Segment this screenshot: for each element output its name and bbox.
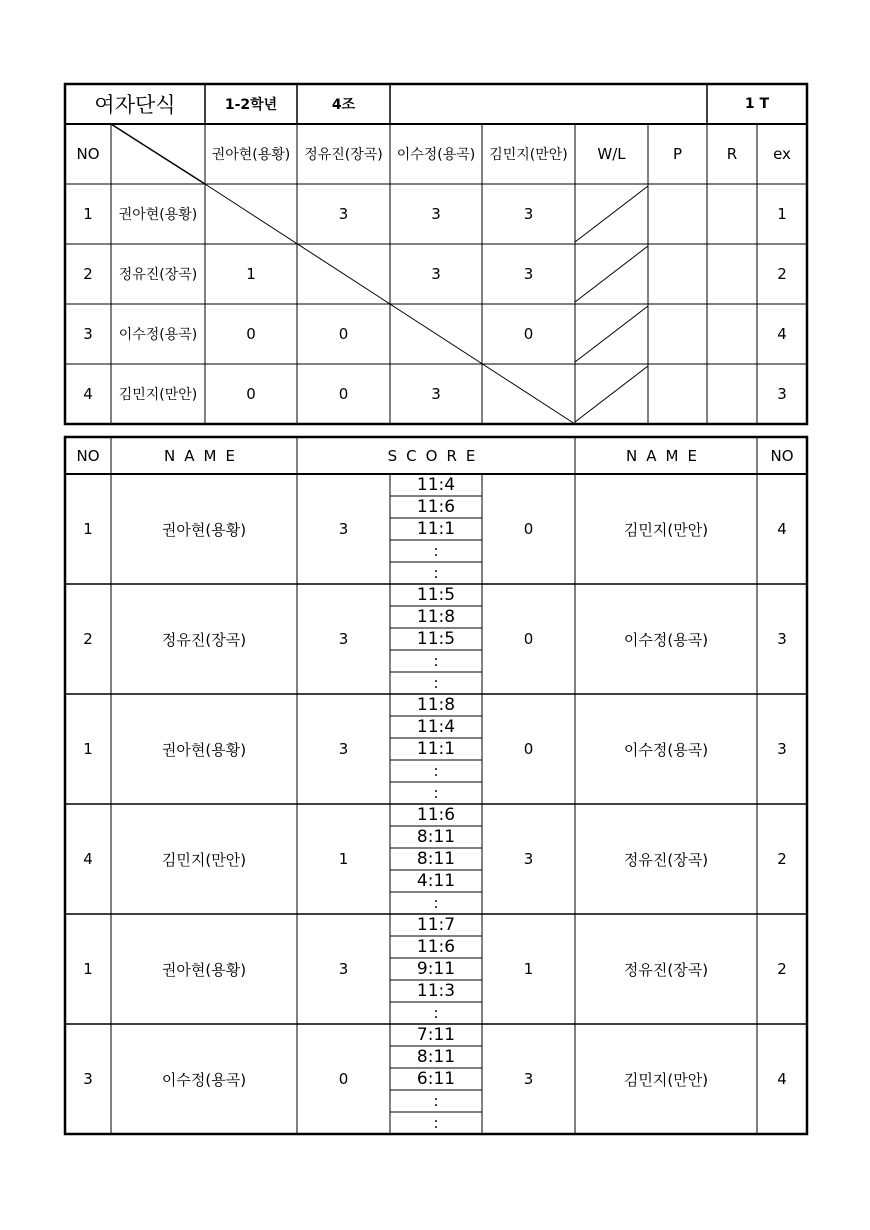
match-left-no: 3 (83, 1070, 93, 1088)
match-left-no: 1 (83, 960, 93, 978)
game-score-empty: : (433, 783, 439, 802)
game-score: 11:6 (416, 497, 456, 517)
game-score: 11:5 (416, 629, 456, 649)
rr-row-no: 1 (83, 205, 93, 223)
rr-score-cell (482, 364, 575, 424)
rr-points (648, 304, 707, 364)
match-left-name: 정유진(장곡) (161, 630, 247, 649)
match-col-name-left: NAME (164, 446, 244, 465)
match-col-no-right: NO (770, 446, 794, 465)
col-no: NO (76, 145, 100, 163)
rr-row-name: 이수정(용곡) (118, 327, 198, 343)
match-left-score: 3 (338, 520, 349, 538)
match-right-score: 0 (523, 520, 534, 538)
game-score: 11:7 (416, 915, 456, 935)
grade-label: 1-2학년 (224, 97, 278, 113)
rr-row-name: 정유진(장곡) (118, 267, 198, 283)
rr-score-cell: 0 (523, 325, 534, 343)
match-left-name: 권아현(용황) (161, 740, 247, 759)
wl-slash (575, 246, 648, 302)
match-left-name: 이수정(용곡) (161, 1070, 247, 1089)
game-score: 11:6 (416, 937, 456, 957)
match-right-name: 정유진(장곡) (623, 960, 709, 979)
match-right-no: 4 (777, 520, 787, 538)
col-p: P (672, 145, 683, 163)
game-score: 11:8 (416, 607, 456, 627)
rr-rank (707, 244, 757, 304)
rr-score-cell (390, 304, 482, 364)
match-right-score: 0 (523, 740, 534, 758)
game-score: 6:11 (416, 1069, 456, 1089)
wl-slash (575, 306, 648, 362)
game-score-empty: : (433, 761, 439, 780)
match-left-no: 4 (83, 850, 93, 868)
rr-score-cell: 3 (431, 385, 441, 403)
game-score: 4:11 (416, 871, 456, 891)
rr-ex: 2 (777, 265, 787, 283)
game-score-empty: : (433, 1113, 439, 1132)
match-right-no: 2 (777, 960, 787, 978)
rr-ex: 1 (777, 205, 787, 223)
rr-rank (707, 364, 757, 424)
rr-score-cell: 0 (338, 385, 349, 403)
match-right-score: 0 (523, 630, 534, 648)
rr-rank (707, 184, 757, 244)
match-left-no: 1 (83, 740, 93, 758)
match-left-no: 2 (83, 630, 93, 648)
game-score-empty: : (433, 563, 439, 582)
match-right-name: 김민지(만안) (623, 1070, 709, 1089)
col-player-4: 김민지(만안) (489, 147, 568, 163)
rr-row-name: 권아현(용황) (118, 207, 198, 223)
game-score: 11:1 (416, 519, 456, 539)
col-ex: ex (773, 145, 791, 163)
game-score: 11:5 (416, 585, 456, 605)
game-score-empty: : (433, 673, 439, 692)
rr-ex: 4 (777, 325, 787, 343)
match-right-name: 정유진(장곡) (623, 850, 709, 869)
game-score: 8:11 (416, 849, 456, 869)
rr-points (648, 244, 707, 304)
game-score-empty: : (433, 651, 439, 670)
match-left-score: 3 (338, 630, 349, 648)
match-col-no-left: NO (76, 446, 100, 465)
rr-score-cell: 0 (338, 325, 349, 343)
wl-slash (575, 186, 648, 242)
col-r: R (726, 145, 738, 163)
match-left-score: 3 (338, 740, 349, 758)
match-left-name: 권아현(용황) (161, 520, 247, 539)
game-score: 11:1 (416, 739, 456, 759)
match-right-no: 3 (777, 630, 787, 648)
match-left-name: 김민지(만안) (161, 850, 247, 869)
match-right-score: 1 (523, 960, 534, 978)
match-left-no: 1 (83, 520, 93, 538)
match-left-score: 3 (338, 960, 349, 978)
match-col-name-right: NAME (626, 446, 706, 465)
match-col-score: SCORE (387, 446, 485, 465)
rr-score-cell: 1 (246, 265, 256, 283)
match-right-score: 3 (523, 1070, 534, 1088)
match-right-score: 3 (523, 850, 534, 868)
title: 여자단식 (94, 93, 176, 117)
game-score-empty: : (433, 1091, 439, 1110)
game-score: 9:11 (416, 959, 456, 979)
match-right-no: 4 (777, 1070, 787, 1088)
rr-row-no: 3 (83, 325, 93, 343)
rr-score-cell (205, 184, 297, 244)
table-number: 1 T (744, 96, 770, 112)
game-score-empty: : (433, 1003, 439, 1022)
game-score: 11:4 (416, 475, 456, 495)
col-player-3: 이수정(용곡) (396, 147, 476, 163)
rr-score-cell: 3 (431, 265, 441, 283)
game-score: 11:4 (416, 717, 456, 737)
rr-score-cell (297, 244, 390, 304)
col-player-2: 정유진(장곡) (304, 147, 383, 163)
match-right-no: 3 (777, 740, 787, 758)
rr-score-cell: 0 (246, 325, 256, 343)
rr-row-name: 김민지(만안) (118, 387, 198, 403)
col-wl: W/L (597, 145, 626, 163)
rr-row-no: 4 (83, 385, 93, 403)
game-score: 8:11 (416, 1047, 456, 1067)
game-score-empty: : (433, 541, 439, 560)
rr-score-cell: 3 (523, 205, 534, 223)
match-right-no: 2 (777, 850, 787, 868)
match-left-name: 권아현(용황) (161, 960, 247, 979)
match-right-name: 김민지(만안) (623, 520, 709, 539)
col-player-1: 권아현(용황) (211, 147, 291, 163)
game-score-empty: : (433, 893, 439, 912)
rr-score-cell: 3 (338, 205, 349, 223)
game-score: 11:6 (416, 805, 456, 825)
wl-slash (575, 366, 648, 422)
match-left-score: 0 (338, 1070, 349, 1088)
rr-score-cell: 0 (246, 385, 256, 403)
rr-rank (707, 304, 757, 364)
game-score: 11:3 (416, 981, 456, 1001)
corner-diagonal (111, 124, 205, 184)
rr-points (648, 364, 707, 424)
match-right-name: 이수정(용곡) (623, 630, 709, 649)
match-right-name: 이수정(용곡) (623, 740, 709, 759)
rr-score-cell: 3 (431, 205, 441, 223)
header-blank (390, 84, 707, 124)
game-score: 8:11 (416, 827, 456, 847)
rr-score-cell: 3 (523, 265, 534, 283)
rr-row-no: 2 (83, 265, 93, 283)
rr-points (648, 184, 707, 244)
match-left-score: 1 (338, 850, 349, 868)
game-score: 11:8 (416, 695, 456, 715)
game-score: 7:11 (416, 1025, 456, 1045)
rr-ex: 3 (777, 385, 787, 403)
group-label: 4조 (331, 97, 356, 113)
